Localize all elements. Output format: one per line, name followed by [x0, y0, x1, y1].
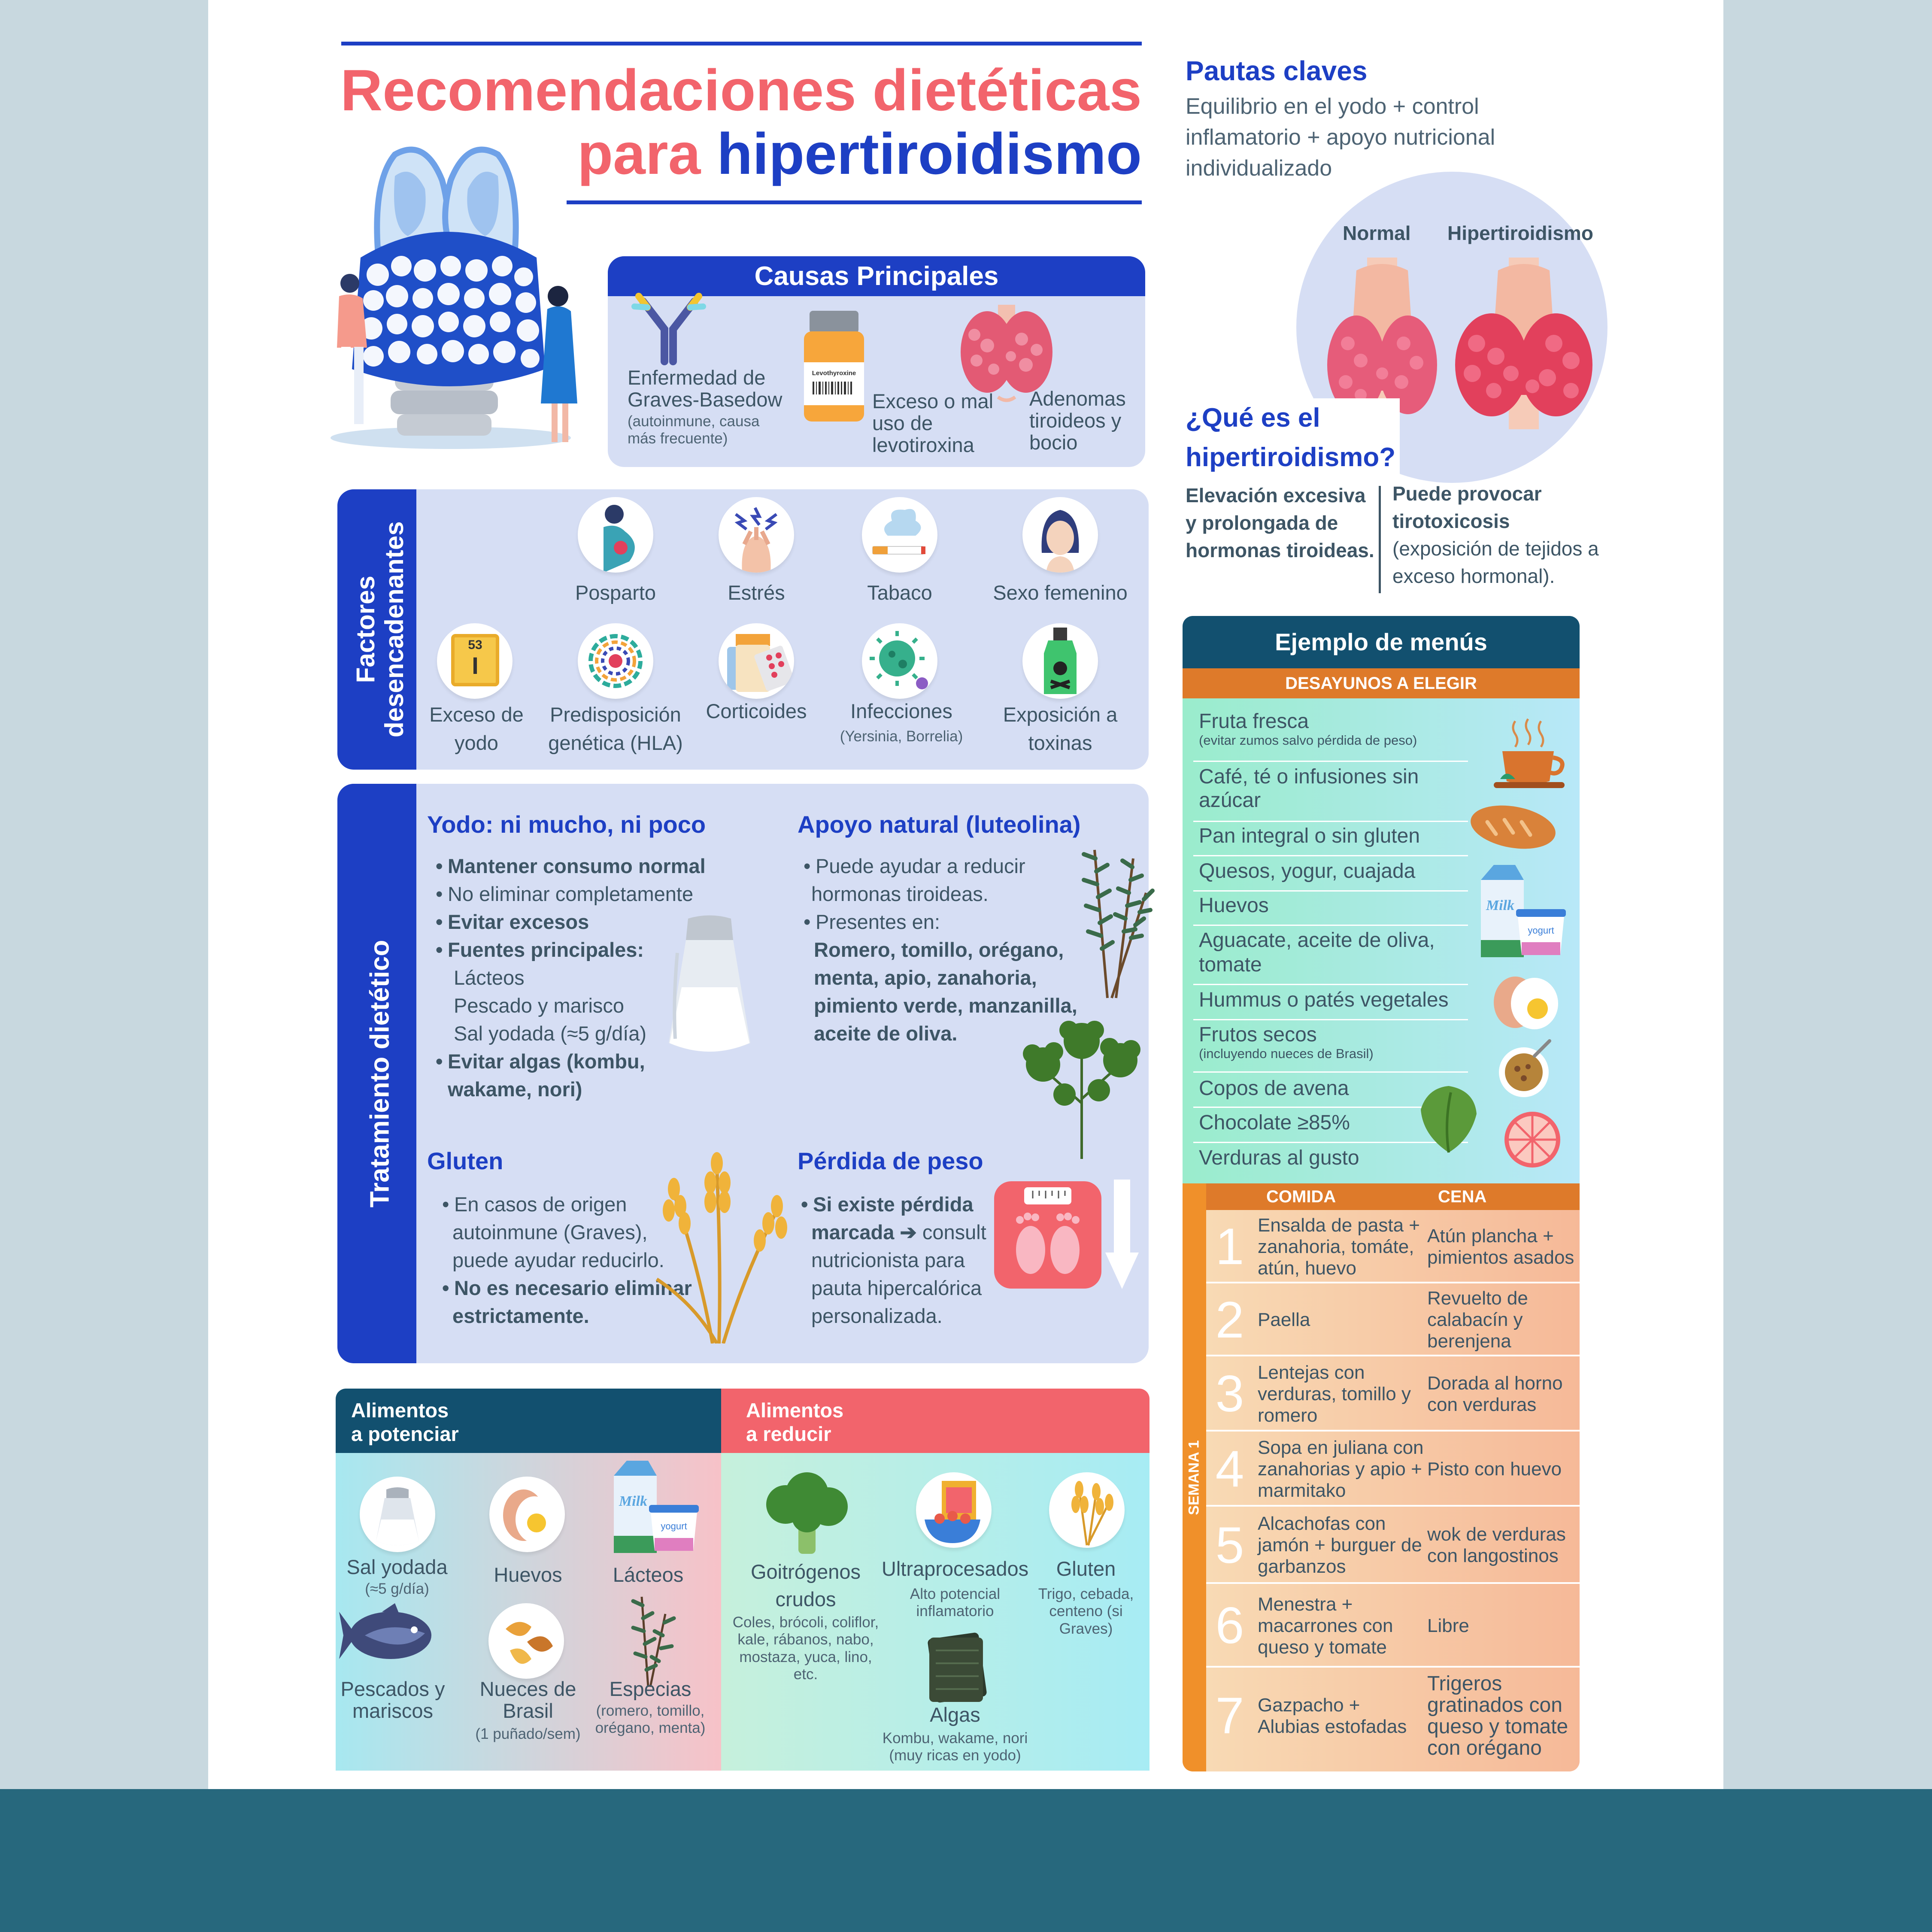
apoyo-foods-1: Romero, tomillo, orégano,	[814, 938, 1064, 961]
toxin-bottle-icon	[1022, 623, 1098, 699]
seaweed-icon	[919, 1629, 996, 1706]
reducir-goitrogenos-note: Coles, brócoli, coliflor, kale, rábanos, nabo, mostaza, yuca, lino, etc.	[732, 1614, 879, 1683]
gluten-item-1c: puede ayudar reducirlo.	[452, 1249, 664, 1271]
potenciar-especias: Especias	[609, 1677, 692, 1700]
reducir-algas-note: Kombu, wakame, nori (muy ricas en yodo)	[882, 1730, 1028, 1764]
peso-item-1b: marcada ➔	[811, 1221, 917, 1244]
title-line-2a: para	[577, 121, 701, 186]
stress-icon	[719, 497, 794, 573]
breakfast-yogurt-text: yogurt	[1528, 925, 1554, 936]
arrow-down-icon	[1105, 1180, 1139, 1289]
potenciar-nueces-note: (1 puñado/sem)	[475, 1726, 581, 1742]
gluten-list: • En casos de origen autoinmune (Graves), puede ayudar reducirlo. • No es necesario eliminar estrictamente.	[442, 1190, 743, 1330]
cause-graves-label: Enfermedad de Graves-Basedow	[628, 366, 783, 411]
potenciar-huevos: Huevos	[494, 1563, 562, 1586]
yogurt-text: yogurt	[661, 1521, 687, 1532]
yodo-list: • Mantener consumo normal • No eliminar completamente • Evitar excesos • Fuentes principales: Lácteos Pescado y marisco Sal yodada (≈5 g/día) • Evitar algas (kombu, wakame, nori)	[436, 852, 745, 1103]
gluten-item-2: No es necesario eliminar	[454, 1277, 692, 1299]
day-cena: Pisto con huevo	[1427, 1458, 1562, 1480]
day-number: 3	[1215, 1365, 1244, 1422]
peso-item-1c: consult	[916, 1221, 986, 1244]
gluten-item-1b: autoinmune (Graves),	[452, 1221, 648, 1244]
col-cena: CENA	[1438, 1187, 1487, 1206]
causes-title: Causas Principales	[608, 256, 1145, 296]
hyper-thyroid-icon	[1455, 258, 1592, 429]
potenciar-title-1: Alimentos	[351, 1399, 449, 1422]
potenciar-sal-note: (≈5 g/día)	[365, 1580, 429, 1597]
factor-infecciones: Infecciones	[850, 700, 952, 722]
day-cena: Atún plancha + pimientos asados	[1427, 1225, 1574, 1268]
week-label-wrap	[1183, 1183, 1206, 1771]
factor-toxinas: Exposición a toxinas	[1003, 703, 1118, 754]
peso-item-1: Si existe pérdida	[813, 1193, 974, 1216]
desayuno-9: Copos de avena	[1199, 1077, 1349, 1100]
corticoids-icon	[719, 623, 794, 699]
desayuno-10: Chocolate ≥85%	[1199, 1111, 1350, 1134]
day-number: 1	[1215, 1218, 1244, 1275]
dna-ring-icon	[578, 623, 653, 699]
rosemary-icon	[1065, 841, 1163, 1000]
grapefruit-icon	[1502, 1110, 1562, 1170]
reducir-gluten: Gluten	[1056, 1557, 1116, 1580]
desayuno-3: Pan integral o sin gluten	[1199, 825, 1420, 847]
week-label: SEMANA 1	[1186, 1440, 1202, 1515]
yodo-sub-3: Sal yodada (≈5 g/día)	[454, 1022, 647, 1045]
milk-text: Milk	[619, 1493, 648, 1509]
week-row	[1206, 1507, 1580, 1584]
antibody-icon	[630, 288, 707, 366]
col-comida: COMIDA	[1266, 1187, 1336, 1206]
factors-title-text: Factores desencadenantes	[351, 521, 409, 738]
reducir-title-2: a reducir	[746, 1422, 831, 1445]
peso-item-1f: personalizada.	[811, 1304, 943, 1327]
row-divider	[1193, 1019, 1468, 1020]
desayuno-1-label: Fruta fresca	[1199, 710, 1309, 733]
cause-graves-note: (autoinmune, causa más frecuente)	[628, 413, 760, 447]
iodine-symbol: I	[472, 652, 479, 679]
title-line-2b: hipertiroidismo	[717, 121, 1142, 186]
desayuno-4: Quesos, yogur, cuajada	[1199, 860, 1416, 883]
apoyo-item-1b: hormonas tiroideas.	[811, 883, 989, 905]
week-row	[1206, 1210, 1580, 1283]
bottle-label-text: Levothyroxine	[812, 370, 856, 377]
ultraprocessed-icon	[916, 1472, 992, 1548]
week-row	[1206, 1283, 1580, 1356]
oat-bowl-icon	[1494, 1039, 1554, 1099]
yodo-item-4: Fuentes principales:	[448, 938, 644, 961]
row-divider	[1193, 925, 1468, 926]
day-comida: Alcachofas con jamón + burguer de garbanzos	[1258, 1513, 1422, 1577]
spices-icon	[610, 1588, 687, 1687]
coffee-cup-icon	[1489, 717, 1567, 794]
desayuno-6: Aguacate, aceite de oliva, tomate	[1199, 929, 1435, 976]
factors-title	[351, 510, 409, 750]
milk-yogurt-icon	[610, 1459, 700, 1557]
yodo-item-3: Evitar excesos	[448, 910, 589, 933]
day-number: 4	[1215, 1440, 1244, 1498]
week-row	[1206, 1432, 1580, 1507]
day-comida: Lentejas con verduras, tomillo y romero	[1258, 1362, 1411, 1426]
day-cena: Dorada al horno con verduras	[1427, 1372, 1563, 1415]
reducir-ultraprocesados: Ultraprocesados	[881, 1557, 1029, 1580]
potenciar-nueces: Nueces de Brasil	[479, 1677, 576, 1722]
desayunos-title: DESAYUNOS A ELEGIR	[1183, 668, 1580, 698]
apoyo-item-2: Presentes en:	[816, 910, 940, 933]
day-cena: Revuelto de calabacín y berenjena	[1427, 1288, 1528, 1352]
breakfast-milk-yogurt-icon	[1477, 863, 1567, 961]
row-divider	[1193, 855, 1468, 856]
potenciar-sal: Sal yodada	[346, 1556, 448, 1578]
label-normal: Normal	[1343, 222, 1411, 244]
day-comida: Sopa en juliana con zanahorias y apio + marmitako	[1258, 1437, 1424, 1501]
virus-icon	[862, 623, 937, 699]
day-number: 6	[1215, 1597, 1244, 1654]
desayuno-8-note: (incluyendo nueces de Brasil)	[1199, 1046, 1374, 1061]
day-number: 2	[1215, 1291, 1244, 1349]
apoyo-foods-3: pimiento verde, manzanilla,	[814, 994, 1077, 1017]
title-line-1: Recomendaciones dietéticas	[340, 58, 1142, 123]
que-es-title-2: hipertiroidismo?	[1186, 443, 1396, 472]
que-es-definition: Elevación excesiva y prolongada de hormonas tiroideas.	[1186, 484, 1374, 561]
day-cena: Trigeros gratinados con queso y tomate con orégano	[1427, 1672, 1568, 1759]
desayuno-8-label: Frutos secos	[1199, 1023, 1317, 1046]
apoyo-item-1: Puede ayudar a reducir	[816, 855, 1025, 877]
week-row	[1206, 1584, 1580, 1668]
factor-infecciones-note: (Yersinia, Borrelia)	[840, 728, 963, 745]
gluten-title: Gluten	[427, 1147, 503, 1174]
day-cena: Libre	[1427, 1615, 1469, 1636]
peso-item-1e: pauta hipercalórica	[811, 1277, 982, 1299]
desayuno-1-note: (evitar zumos salvo pérdida de peso)	[1199, 733, 1417, 748]
row-divider	[1193, 984, 1468, 985]
breakfast-milk-text: Milk	[1486, 898, 1515, 913]
cause-levotiroxina-label: Exceso o mal uso de levotiroxina	[872, 390, 994, 456]
yodo-sub-1: Lácteos	[454, 966, 525, 989]
peso-title: Pérdida de peso	[798, 1147, 983, 1174]
apoyo-list: • Puede ayudar a reducir hormonas tiroideas. • Presentes en: Romero, tomillo, orégano, menta, apio, zanahoria, pimiento verde, manzanilla, aceite de oliva.	[804, 852, 1104, 1047]
apoyo-foods-2: menta, apio, zanahoria,	[814, 966, 1037, 989]
desayuno-2: Café, té o infusiones sin azúcar	[1199, 765, 1419, 812]
factor-estres: Estrés	[728, 581, 785, 604]
que-es-consequence-bold: Puede provocar tirotoxicosis	[1392, 482, 1542, 532]
row-divider	[1193, 890, 1468, 892]
day-number: 5	[1215, 1516, 1244, 1574]
treatment-title: Tratamiento dietético	[365, 940, 395, 1207]
reducir-gluten-note: Trigo, cebada, centeno (si Graves)	[1038, 1586, 1134, 1637]
reducir-ultraprocesados-note: Alto potencial inflamatorio	[910, 1586, 1001, 1620]
yodo-item-5: Evitar algas (kombu,	[448, 1050, 645, 1073]
apoyo-title: Apoyo natural (luteolina)	[798, 811, 1081, 838]
row-divider	[1193, 1071, 1468, 1073]
fish-icon	[339, 1603, 438, 1668]
yodo-item-2: No eliminar completamente	[448, 883, 694, 905]
factors-title-wrap	[343, 489, 416, 770]
factor-predisposicion: Predisposición genética (HLA)	[548, 703, 683, 754]
desayuno-1	[1199, 710, 1465, 748]
menus-title: Ejemplo de menús	[1183, 616, 1580, 668]
reducir-algas: Algas	[930, 1703, 980, 1726]
row-divider	[1193, 761, 1468, 762]
week-row	[1206, 1356, 1580, 1432]
day-comida: Gazpacho + Alubias estofadas	[1258, 1694, 1407, 1737]
pautas-text: Equilibrio en el yodo + control inflamatorio + apoyo nutricional individualizado	[1186, 94, 1495, 181]
treatment-title-wrap	[343, 784, 416, 1363]
day-cena: wok de verduras con langostinos	[1427, 1524, 1566, 1566]
potenciar-lacteos: Lácteos	[613, 1563, 684, 1586]
brazil-nuts-icon	[488, 1603, 564, 1679]
week-header	[1206, 1183, 1580, 1210]
tobacco-icon	[862, 497, 937, 573]
salt-icon	[360, 1477, 435, 1552]
factor-sexo-femenino: Sexo femenino	[993, 581, 1128, 604]
pautas-title: Pautas claves	[1186, 55, 1368, 86]
scale-icon	[994, 1181, 1101, 1289]
que-es-title	[1186, 398, 1400, 477]
gluten-wheat-icon	[1049, 1472, 1125, 1548]
apoyo-foods-4: aceite de oliva.	[814, 1022, 958, 1045]
day-comida: Ensalda de pasta + zanahoria, tomáte, atún, huevo	[1258, 1214, 1420, 1279]
yodo-item-1: Mantener consumo normal	[448, 855, 706, 877]
yodo-item-5b: wakame, nori)	[448, 1078, 582, 1101]
broccoli-icon	[760, 1470, 854, 1556]
gluten-item-2b: estrictamente.	[452, 1304, 589, 1327]
peso-list: • Si existe pérdida marcada ➔ consult nutricionista para pauta hipercalórica personalizada.	[801, 1190, 1041, 1330]
iodine-element-icon	[437, 623, 513, 699]
yodo-sub-2: Pescado y marisco	[454, 994, 625, 1017]
row-divider	[1193, 821, 1468, 822]
day-comida: Menestra + macarrones con queso y tomate	[1258, 1593, 1393, 1658]
reducir-title	[746, 1398, 843, 1446]
yodo-title: Yodo: ni mucho, ni poco	[427, 811, 706, 838]
label-hipertiroidismo: Hipertiroidismo	[1447, 222, 1593, 244]
woman-icon	[1022, 497, 1098, 573]
day-number: 7	[1215, 1687, 1244, 1744]
week-row	[1206, 1668, 1580, 1764]
que-es-title-1: ¿Qué es el	[1186, 403, 1320, 433]
wheat-icon	[648, 1142, 794, 1344]
potenciar-especias-note: (romero, tomillo, orégano, menta)	[595, 1702, 706, 1737]
title-rule-bottom	[567, 200, 1142, 204]
factor-posparto: Posparto	[575, 581, 656, 604]
que-es-divider	[1379, 486, 1381, 593]
que-es-consequence	[1392, 480, 1603, 590]
egg-icon	[489, 1477, 565, 1552]
pill-bottle-icon	[802, 311, 866, 422]
potenciar-pescados: Pescados y mariscos	[340, 1677, 445, 1722]
desayuno-8	[1199, 1024, 1439, 1062]
salt-shaker-icon	[664, 914, 755, 1060]
que-es-consequence-text: (exposición de tejidos a exceso hormonal).	[1392, 537, 1599, 587]
posparto-icon	[578, 497, 653, 573]
title-rule-top	[341, 42, 1142, 45]
gluten-item-1: En casos de origen	[454, 1193, 627, 1216]
potenciar-title-2: a potenciar	[351, 1422, 459, 1445]
factor-tabaco: Tabaco	[867, 581, 932, 604]
day-comida: Paella	[1258, 1309, 1310, 1330]
breakfast-egg-icon	[1489, 974, 1562, 1030]
parsley-icon	[1017, 1017, 1146, 1159]
cause-adenomas-label: Adenomas tiroideos y bocio	[1029, 387, 1126, 454]
iodine-number: 53	[468, 638, 482, 652]
factor-exceso-yodo: Exceso de yodo	[429, 703, 524, 754]
footer-band	[0, 1789, 1932, 1932]
reducir-goitrogenos: Goitrógenos crudos	[750, 1560, 861, 1611]
desayuno-7: Hummus o patés vegetales	[1199, 989, 1449, 1011]
thyroid-illustration	[313, 129, 605, 455]
spinach-icon	[1414, 1080, 1483, 1157]
factor-corticoides: Corticoides	[706, 700, 807, 722]
desayuno-11: Verduras al gusto	[1199, 1146, 1359, 1169]
desayuno-5: Huevos	[1199, 894, 1269, 917]
peso-item-1d: nutricionista para	[811, 1249, 965, 1271]
potenciar-title	[351, 1398, 459, 1446]
bread-icon	[1468, 801, 1558, 854]
reducir-title-1: Alimentos	[746, 1399, 844, 1422]
